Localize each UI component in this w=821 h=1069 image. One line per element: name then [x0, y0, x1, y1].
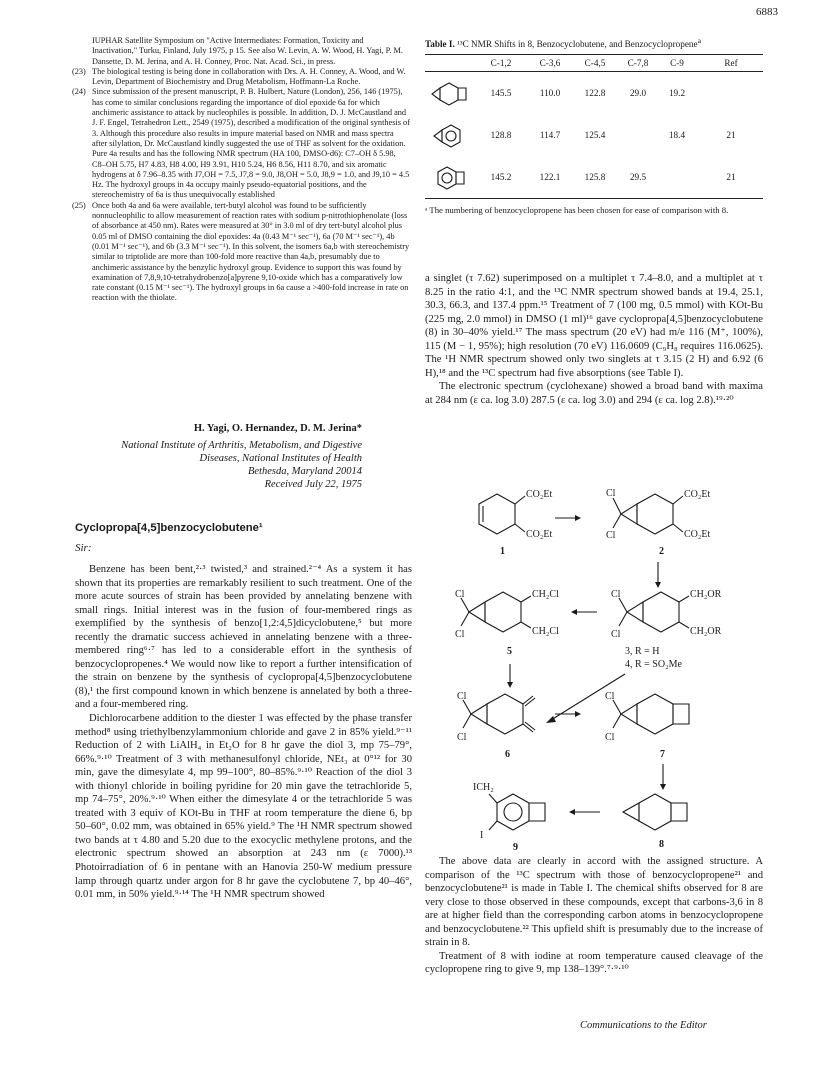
footnotes: [72, 36, 410, 304]
label-cl: Cl: [457, 691, 467, 702]
compound-5-structure: [461, 592, 531, 632]
label-cl: Cl: [606, 488, 616, 499]
label-cl: Cl: [611, 589, 621, 600]
compound-number-9: 9: [513, 842, 518, 852]
compound-number-5: 5: [507, 646, 512, 657]
paragraph: Treatment of 8 with iodine at room temperature caused cleavage of the cyclopropene ring to give 9, mp 138–139°.⁷·⁹·¹⁰: [425, 950, 763, 976]
compound-number-8: 8: [659, 839, 664, 850]
footnote: IUPHAR Satellite Symposium on "Active Intermediates: Formation, Toxicity and Inactivation," Turku, Finland, July 1975, p 15. See also W. Levin, A. W. Wood, H. Yagi, P. M. Dansette, D. M. Jerina, and A. H. Conney, Proc. Nat. Acad. Sci., in press.: [92, 36, 403, 66]
table-header: C-1,2 C-3,6 C-4,5 C-7,8 C-9 Ref: [490, 58, 738, 69]
compound-8-structure: [429, 78, 475, 112]
paragraph: Benzene has been bent,²·³ twisted,³ and strained.²⁻⁴ As a system it has shown that its properties are remarkably resilient to such treatment. One of the more acute sources of strain has been provided by annelating benzene with small rings. Initial interest was in the fusion of four-membered rings as exemplified by the synthesis of benzo[1,2:4,5]dicyclobutene,⁵ but more recently the dramatic success achieved in annelating benzene with a three-membered ring⁶·⁷ has led to a considerable effort in the synthesis of benzocyclopropenes.⁴ We would now like to report a further intensification of the strain on benzene by the synthesis of cyclopropa[4,5]benzocyclobutene (8),¹ the first compound known in which benzene is annelated by both a three- and a four-membered ring.: [75, 564, 412, 711]
compound-2-structure: [613, 494, 683, 534]
compound-6-structure: [463, 694, 535, 734]
authors: H. Yagi, O. Hernandez, D. M. Jerina*: [193, 423, 362, 434]
label-cl: Cl: [611, 629, 621, 640]
compound-number-6: 6: [505, 749, 510, 760]
body-text-right: [425, 272, 763, 407]
compound-number-2: 2: [659, 546, 664, 557]
paragraph: The above data are clearly in accord with the assigned structure. A comparison of the ¹³C spectrum with those of benzocyclopropene²¹ and benzocyclobutene²¹ is made in Table I. The chemical shifts observed for 8 are very close to those observed in these compounds, except that carbons-3,6 in 8 are at higher field than the corresponding carbon atoms in benzocyclopropene and benzocyclobutene.²² This upfield shift is presumably due to the increase of strain in 8.: [425, 856, 763, 949]
label-i: I: [480, 830, 484, 841]
compound-7-structure: [613, 694, 689, 734]
paragraph: Dichlorocarbene addition to the diester 1 was effected by the phase transfer method⁸ using triethylbenzylammonium chloride and gave 2 in 85% yield.⁹⁻¹¹ Reduction of 2 with LiAlH₄ in Et₂O for 8 hr gave the diol 3, mp 75–79°, 66%.⁹·¹⁰ Treatment of 3 with methanesulfonyl chloride, NEt₃ at 0°¹² for 30 min, gave the dimesylate 4, mp 99–100°, 80–85%.⁹·¹⁰ Reaction of the diol 3 with thionyl chloride in boiling pyridine for 20 min gave the tetrachloride 5, mp 74–75°, 20%.⁹·¹⁰ When either the dimesylate 4 or the tetrachloride 5 was treated with 3 equiv of KOt-Bu in THF at room temperature the diene 6, bp 50–60°, 0.02 mm, was obtained in 65% yield.⁹ The ¹H NMR spectrum showed two bands at τ 4.80 and 5.20 due to the exocyclic methylene protons, and the electronic spectrum showed an absorption at 243 nm (ε 7000).¹³ Photoirradiation of 6 in pentane with an Hanovia 250-W medium pressure lamp through quartz under argon for 8 hr gave the cyclobutene 7, bp 40–46°, 0.01 mm, in 50% yield.⁹·¹⁴ The ¹H NMR spectrum showed: [75, 713, 412, 901]
table-row: 145.2 122.1 125.8 29.5 21: [425, 156, 763, 198]
benzocyclobutene-structure: [429, 162, 475, 196]
label-co2et: CO₂Et: [526, 489, 553, 500]
affiliation: National Institute of Arthritis, Metabolism, and Digestive Diseases, National Institutes of Health Bethesda, Maryland 20014 Received July 22, 1975: [72, 439, 362, 491]
reaction-scheme: [425, 482, 763, 852]
table-1: [425, 35, 763, 216]
page-number: 6883: [756, 6, 778, 18]
compound-1-structure: [479, 494, 525, 534]
compound-number-1: 1: [500, 546, 505, 557]
compound-3-4-structure: [619, 592, 689, 632]
table-row: 128.8 114.7 125.4 18.4 21: [425, 114, 763, 156]
label-ch2or: CH₂OR: [690, 626, 722, 637]
compound-9-structure: [489, 794, 545, 830]
received-date: Received July 22, 1975: [264, 479, 362, 490]
footnote: (23) The biological testing is being done in collaboration with Drs. A. H. Conney, A. Wood, and W. Levin, Department of Biochemistry and Drug Metabolism, Hoffmann-La Roche.: [72, 66, 406, 87]
table-row: 145.5 110.0 122.8 29.0 19.2: [425, 72, 763, 114]
footnote: (25) Once both 4a and 6a were available, tert-butyl alcohol was found to be sufficiently nonnucleophilic to allow measurement of reaction rates with sodium p-nitrothiophenolate (loss of absorbance at 450 nm). Rates were measured at 30° in 3.0 ml of dry tert-butyl alcohol plus 0.05 ml of DMSO containing the diol epoxides: 4a (0.43 M⁻¹ sec⁻¹), 6a (70 M⁻¹ sec⁻¹), 4b (0.01 M⁻¹ sec⁻¹), and 6b (3.3 M⁻¹ sec⁻¹). In this solvent, the isomers 6a,b with stereochemistry similar to triptolide are more than 100-fold more reactive than 4a,b, presumably due to anchimeric assistance by the benzylic hydroxyl group. Evidence to support this was found by examination of 7,8,9,10-tetrahydrobenzo[a]pyrene 9,10-oxide which has a comparatively low rate constant (0.15 M⁻¹ sec⁻¹). The hydroxyl groups in 6a cause a >400-fold increase in rate on reaction with the thiolate.: [72, 200, 410, 303]
body-text-right-bottom: [425, 855, 763, 977]
label-cl: Cl: [605, 732, 615, 743]
running-footer: Communications to the Editor: [580, 1020, 707, 1031]
label-cl: Cl: [455, 589, 465, 600]
footnote: (24) Since submission of the present manuscript, P. B. Hulbert, Nature (London), 256, 146 (1975), has come to similar conclusions regarding the importance of diol epoxide 6a for which anchimeric assistance to attack by nucleophiles is possible. In addition, D. J. McCaustland and J. F. Engel, Tetrahedron Lett., 2549 (1975), described a modification of the original synthesis of 3. Although this procedure also results in impure material based on NMR and mass spectra after silylation, Dr. McCaustland kindly suggested the use of THF as solvent for the oxidation. Pure 4a results and has the following NMR spectrum (HA 100, DMSO-d6): C7–OH δ 5.98, C8–OH 5.75, H7 4.83, H8 4.00, H9 3.91, H10 5.24, H6 8.56, H11 8.70, and six aromatic hydrogens at δ 7.96–8.35 with J7,OH = 7.5, J7,8 = 9.0, J8,OH = 5.0, J8,9 = 1.0, and J9,10 = 4.5 Hz. The hydroxyl groups in 4a occupy mainly pseudo-equatorial positions, and the stereochemistry of 6a is thus unequivocally established: [72, 87, 410, 200]
table-footnote: ᵃ The numbering of benzocyclopropene has been chosen for ease of comparison with 8.: [425, 205, 729, 216]
label-ch2cl: CH₂Cl: [532, 589, 559, 600]
label-4-r-ms: 4, R = SO₂Me: [625, 659, 682, 670]
paragraph: The electronic spectrum (cyclohexane) showed a broad band with maxima at 284 nm (ε ca. log 3.0) 287.5 (ε ca. log 3.0) and 294 (ε ca. log 2.8).¹⁹·²⁰: [425, 381, 763, 406]
label-3-r-h: 3, R = H: [625, 646, 660, 657]
compound-8-structure: [623, 794, 687, 830]
salutation: Sir:: [75, 542, 92, 554]
label-ch2cl: CH₂Cl: [532, 626, 559, 637]
label-cl: Cl: [457, 732, 467, 743]
label-cl: Cl: [455, 629, 465, 640]
label-cl: Cl: [605, 691, 615, 702]
label-ich2: ICH₂: [473, 782, 494, 793]
table-caption: Table I. ¹³C NMR Shifts in 8, Benzocyclobutene, and Benzocyclopropene$^a$: [425, 36, 702, 50]
label-co2et: CO₂Et: [684, 529, 711, 540]
article-title: Cyclopropa[4,5]benzocyclobutene¹: [75, 522, 263, 534]
label-ch2or: CH₂OR: [690, 589, 722, 600]
label-cl: Cl: [606, 530, 616, 541]
label-co2et: CO₂Et: [684, 489, 711, 500]
body-text-left: [75, 563, 412, 902]
label-co2et: CO₂Et: [526, 529, 553, 540]
paragraph: a singlet (τ 7.62) superimposed on a multiplet τ 7.4–8.0, and a multiplet at τ 8.25 in the ratio 4:1, and the ¹³C NMR spectrum showed bands at 19.4, 25.1, 30.3, 66.3, and 137.4 ppm.¹⁵ Treatment of 7 (100 mg, 0.5 mmol) with KOt-Bu (225 mg, 2.0 mmol) in DMSO (1 ml)¹⁶ gave cyclopropa[4,5]benzocyclobutene (8) in 30–40% yield.¹⁷ The mass spectrum (20 eV) had m/e 116 (M⁺, 100%), 115 (M − 1, 95%); high resolution (70 eV) 116.0609 (C₉H₈ requires 116.0625). The ¹H NMR spectrum showed only two singlets at τ 3.15 (2 H) and 6.92 (6 H),¹⁸ and the ¹³C spectrum had five absorptions (see Table I).: [425, 273, 763, 379]
benzocyclopropene-structure: [429, 120, 475, 154]
compound-number-7: 7: [660, 749, 665, 760]
